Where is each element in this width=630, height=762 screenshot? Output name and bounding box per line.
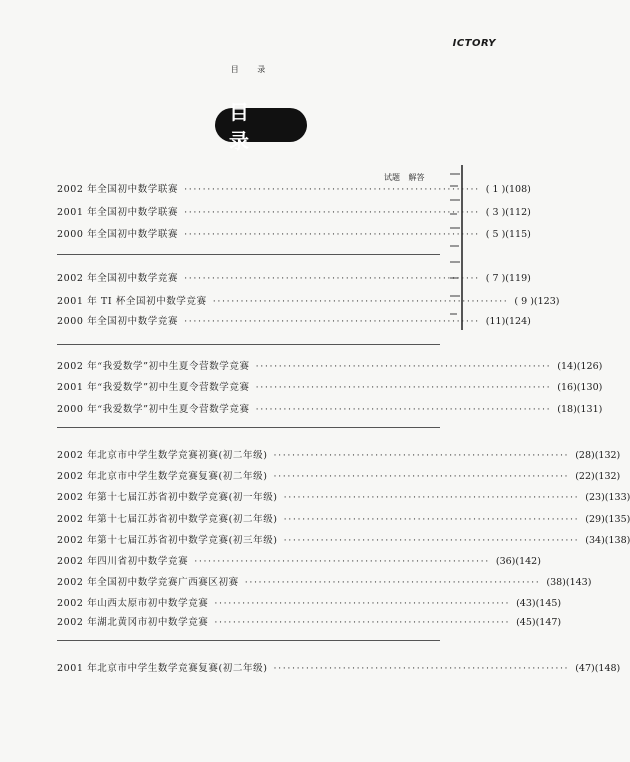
toc-entry-title: 2001 年全国初中数学联赛 (57, 207, 179, 218)
toc-leader-dots: ································································ (255, 382, 552, 393)
group-divider (57, 427, 440, 428)
toc-entry[interactable] (57, 447, 621, 463)
toc-entry[interactable] (57, 181, 531, 197)
toc-leader-dots: ································································ (184, 273, 480, 284)
toc-entry-title: 2002 年全国初中数学竞赛 (57, 273, 179, 284)
toc-leader-dots: ································································ (194, 556, 490, 567)
toc-entry-pages: ( 1 )(108) (485, 184, 531, 195)
toc-leader-dots: ································································ (283, 514, 580, 525)
toc-entry-pages: ( 9 )(123) (514, 296, 560, 307)
toc-leader-dots: ································································ (184, 207, 480, 218)
toc-leader-dots: ································································ (244, 577, 541, 588)
toc-entry-pages: (45)(147) (516, 617, 562, 628)
toc-entry-title: 2000 年“我爱数学”初中生夏令营数学竞赛 (57, 404, 250, 415)
toc-entry[interactable] (57, 614, 562, 630)
toc-leader-dots: ································································ (283, 535, 580, 546)
toc-entry-title: 2002 年四川省初中数学竞赛 (57, 556, 189, 567)
toc-leader-dots: ································································ (273, 471, 570, 482)
toc-entry[interactable] (57, 293, 560, 309)
toc-leader-dots: ································································ (184, 229, 480, 240)
toc-entry-title: 2001 年“我爱数学”初中生夏令营数学竞赛 (57, 382, 250, 393)
toc-entry-title: 2002 年“我爱数学”初中生夏令营数学竞赛 (57, 361, 250, 372)
toc-entry-pages: (18)(131) (557, 404, 603, 415)
toc-entry[interactable] (57, 511, 630, 527)
toc-entry-pages: ( 3 )(112) (485, 207, 531, 218)
toc-entry-title: 2002 年北京市中学生数学竞赛初赛(初二年级) (57, 450, 268, 461)
toc-entry-title: 2002 年全国初中数学竞赛广西赛区初赛 (57, 577, 239, 588)
toc-entry[interactable] (57, 379, 603, 395)
toc-entry-pages: (47)(148) (575, 663, 621, 674)
toc-entry[interactable] (57, 660, 621, 676)
toc-entry-pages: (16)(130) (557, 382, 603, 393)
toc-leader-dots: ································································ (212, 296, 509, 307)
toc-leader-dots: ································································ (255, 361, 552, 372)
toc-entry-title: 2000 年全国初中数学联赛 (57, 229, 179, 240)
contents-title-banner: 目 录 (215, 108, 307, 142)
toc-entry[interactable] (57, 270, 531, 286)
toc-entry-pages: (29)(135) (585, 514, 630, 525)
toc-entry-pages: ( 5 )(115) (485, 229, 531, 240)
group-divider (57, 254, 440, 255)
toc-entry-pages: (23)(133) (585, 492, 630, 503)
toc-entry[interactable] (57, 468, 621, 484)
toc-entry-title: 2002 年北京市中学生数学竞赛复赛(初二年级) (57, 471, 268, 482)
toc-entry[interactable] (57, 226, 531, 242)
toc-entry-title: 2000 年全国初中数学竞赛 (57, 316, 179, 327)
toc-leader-dots: ································································ (273, 450, 570, 461)
toc-entry-pages: (22)(132) (575, 471, 621, 482)
toc-leader-dots: ································································ (184, 316, 480, 327)
toc-entry[interactable] (57, 553, 541, 569)
toc-entry[interactable] (57, 313, 531, 329)
toc-entry-pages: (38)(143) (546, 577, 592, 588)
toc-entry-title: 2002 年第十七届江苏省初中数学竞赛(初三年级) (57, 535, 278, 546)
toc-leader-dots: ································································ (214, 598, 511, 609)
corner-watermark: ICTORY (452, 38, 496, 49)
toc-entry-pages: (36)(142) (495, 556, 541, 567)
toc-entry-pages: ( 7 )(119) (485, 273, 531, 284)
toc-entry[interactable] (57, 595, 562, 611)
toc-leader-dots: ································································ (255, 404, 552, 415)
toc-entry-title: 2001 年北京市中学生数学竞赛复赛(初二年级) (57, 663, 268, 674)
toc-entry[interactable] (57, 358, 603, 374)
toc-entry-title: 2002 年湖北黄冈市初中数学竞赛 (57, 617, 209, 628)
group-divider (57, 640, 440, 641)
toc-entry-pages: (34)(138) (585, 535, 630, 546)
toc-entry[interactable] (57, 574, 592, 590)
running-header: 目 录 (230, 65, 274, 74)
toc-leader-dots: ································································ (283, 492, 580, 503)
toc-leader-dots: ································································ (273, 663, 570, 674)
toc-entry-title: 2002 年山西太原市初中数学竞赛 (57, 598, 209, 609)
toc-entry[interactable] (57, 532, 630, 548)
column-headings: 试题 解答 (384, 173, 425, 182)
toc-entry[interactable] (57, 401, 603, 417)
toc-entry[interactable] (57, 204, 531, 220)
toc-entry-pages: (14)(126) (557, 361, 603, 372)
toc-entry[interactable] (57, 489, 630, 505)
toc-entry-pages: (28)(132) (575, 450, 621, 461)
toc-leader-dots: ································································ (184, 184, 480, 195)
toc-entry-pages: (11)(124) (485, 316, 531, 327)
toc-entry-title: 2002 年全国初中数学联赛 (57, 184, 179, 195)
toc-entry-pages: (43)(145) (516, 598, 562, 609)
toc-leader-dots: ································································ (214, 617, 511, 628)
toc-entry-title: 2002 年第十七届江苏省初中数学竞赛(初二年级) (57, 514, 278, 525)
group-divider (57, 344, 440, 345)
toc-entry-title: 2002 年第十七届江苏省初中数学竞赛(初一年级) (57, 492, 278, 503)
toc-entry-title: 2001 年 TI 杯全国初中数学竞赛 (57, 296, 207, 307)
